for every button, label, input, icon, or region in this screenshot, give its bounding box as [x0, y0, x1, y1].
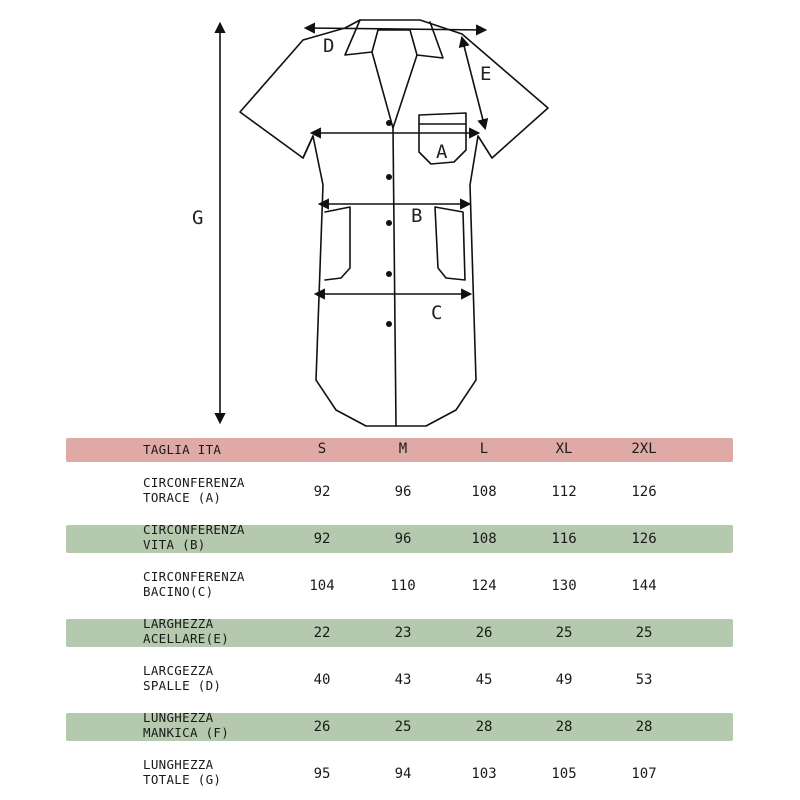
table-row [0, 564, 800, 611]
table-cell: 107 [631, 766, 657, 782]
table-cell: 26 [475, 625, 493, 641]
table-cell: 116 [551, 531, 577, 547]
table-row [0, 752, 800, 799]
table-header-row [0, 436, 800, 466]
table-cell: 105 [551, 766, 577, 782]
arrow-d [306, 28, 485, 30]
row-label: CIRCONFERENZA VITA (B) [143, 522, 245, 552]
table-cell: 25 [635, 625, 653, 641]
table-cell: 108 [471, 484, 497, 500]
table-cell: 108 [471, 531, 497, 547]
placket-line [393, 128, 396, 426]
button-1 [386, 120, 392, 126]
table-cell: 22 [313, 625, 331, 641]
table-cell: 92 [313, 531, 331, 547]
table-cell: 25 [394, 719, 412, 735]
table-cell: 28 [635, 719, 653, 735]
size-header-m: M [398, 441, 408, 457]
table-row [0, 517, 800, 564]
table-cell: 104 [309, 578, 335, 594]
left-hip-pocket [325, 207, 350, 280]
table-cell: 28 [555, 719, 573, 735]
table-row [0, 658, 800, 705]
right-hip-pocket [435, 207, 465, 280]
table-cell: 94 [394, 766, 412, 782]
button-4 [386, 271, 392, 277]
button-3 [386, 220, 392, 226]
label-g: G [192, 207, 204, 229]
table-cell: 95 [313, 766, 331, 782]
button-5 [386, 321, 392, 327]
table-cell: 28 [475, 719, 493, 735]
table-row [0, 470, 800, 517]
size-header-s: S [317, 441, 327, 457]
table-row [0, 611, 800, 658]
label-a: A [436, 141, 448, 163]
table-cell: 130 [551, 578, 577, 594]
table-cell: 45 [475, 672, 493, 688]
label-c: C [431, 302, 443, 324]
header-label: TAGLIA ITA [143, 442, 222, 457]
row-label: LUNGHEZZA TOTALE (G) [143, 757, 222, 787]
row-label: LARGHEZZA ACELLARE(E) [143, 616, 230, 646]
size-table [0, 436, 800, 800]
table-cell: 126 [631, 484, 657, 500]
sleeve-hem-right [478, 136, 492, 158]
size-header-2xl: 2XL [631, 441, 657, 457]
table-cell: 25 [555, 625, 573, 641]
table-cell: 112 [551, 484, 577, 500]
label-e: E [480, 63, 492, 85]
sleeve-hem-left [303, 136, 313, 158]
label-b: B [411, 205, 423, 227]
table-cell: 53 [635, 672, 653, 688]
table-cell: 124 [471, 578, 497, 594]
table-row [0, 705, 800, 752]
table-cell: 23 [394, 625, 412, 641]
table-cell: 110 [390, 578, 416, 594]
row-label: LUNGHEZZA MANKICA (F) [143, 710, 230, 740]
row-label: CIRCONFERENZA BACINO(C) [143, 569, 245, 599]
table-cell: 96 [394, 484, 412, 500]
row-label: CIRCONFERENZA TORACE (A) [143, 475, 245, 505]
table-cell: 40 [313, 672, 331, 688]
collar [345, 20, 443, 128]
size-header-l: L [479, 441, 489, 457]
label-d: D [323, 35, 335, 57]
table-cell: 126 [631, 531, 657, 547]
table-cell: 49 [555, 672, 573, 688]
table-cell: 92 [313, 484, 331, 500]
table-cell: 26 [313, 719, 331, 735]
collar-inner [372, 30, 417, 55]
table-cell: 103 [471, 766, 497, 782]
button-2 [386, 174, 392, 180]
table-cell: 96 [394, 531, 412, 547]
table-cell: 144 [631, 578, 657, 594]
table-cell: 43 [394, 672, 412, 688]
row-label: LARCGEZZA SPALLE (D) [143, 663, 222, 693]
size-header-xl: XL [555, 441, 573, 457]
